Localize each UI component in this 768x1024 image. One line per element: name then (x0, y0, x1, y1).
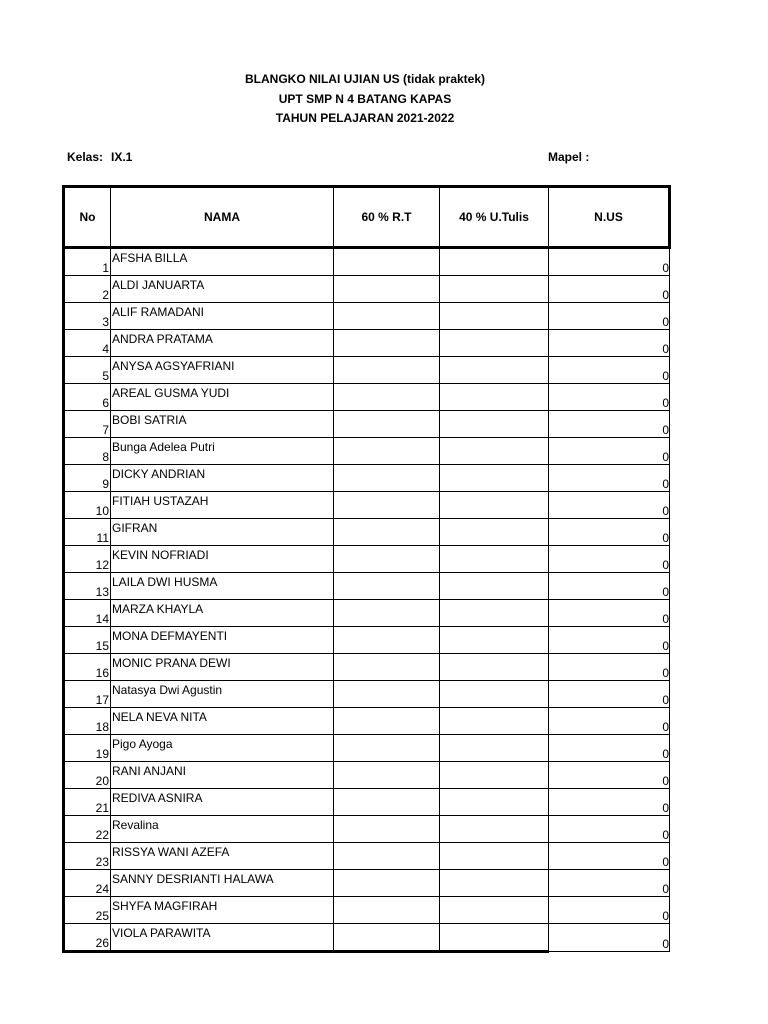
score-utulis-cell (440, 492, 549, 519)
score-utulis-cell (440, 843, 549, 870)
student-name: VIOLA PARAWITA (111, 924, 334, 952)
table-body (64, 248, 670, 952)
score-nus-cell: 0 (549, 870, 670, 897)
student-name: REDIVA ASNIRA (111, 789, 334, 816)
score-rt-cell (334, 843, 440, 870)
score-utulis-cell (440, 330, 549, 357)
student-name: ANYSA AGSYAFRIANI (111, 357, 334, 384)
score-utulis-cell (440, 303, 549, 330)
student-name: ALIF RAMADANI (111, 303, 334, 330)
table-row (64, 816, 670, 843)
score-nus-cell: 0 (549, 411, 670, 438)
table-row (64, 600, 670, 627)
row-number: 20 (64, 762, 111, 789)
score-utulis-cell (440, 816, 549, 843)
score-utulis-cell (440, 519, 549, 546)
header-utulis: 40 % U.Tulis (440, 187, 549, 248)
row-number: 21 (64, 789, 111, 816)
kelas-label: Kelas: (67, 150, 104, 164)
score-utulis-cell (440, 924, 549, 952)
row-number: 7 (64, 411, 111, 438)
grades-table (62, 185, 671, 953)
table-row (64, 762, 670, 789)
row-number: 16 (64, 654, 111, 681)
student-name: ANDRA PRATAMA (111, 330, 334, 357)
score-nus-cell: 0 (549, 330, 670, 357)
student-name: GIFRAN (111, 519, 334, 546)
score-utulis-cell (440, 654, 549, 681)
score-rt-cell (334, 411, 440, 438)
score-nus-cell: 0 (549, 248, 670, 276)
student-name: Pigo Ayoga (111, 735, 334, 762)
student-name: RANI ANJANI (111, 762, 334, 789)
row-number: 25 (64, 897, 111, 924)
student-name: Natasya Dwi Agustin (111, 681, 334, 708)
score-nus-cell: 0 (549, 762, 670, 789)
score-rt-cell (334, 897, 440, 924)
score-utulis-cell (440, 600, 549, 627)
score-utulis-cell (440, 546, 549, 573)
score-nus-cell: 0 (549, 627, 670, 654)
score-nus-cell: 0 (549, 789, 670, 816)
score-rt-cell (334, 303, 440, 330)
table-row (64, 654, 670, 681)
table-row (64, 276, 670, 303)
score-rt-cell (334, 924, 440, 952)
score-rt-cell (334, 708, 440, 735)
score-rt-cell (334, 762, 440, 789)
score-nus-cell: 0 (549, 897, 670, 924)
score-nus-cell: 0 (549, 600, 670, 627)
table-row (64, 708, 670, 735)
student-name: AREAL GUSMA YUDI (111, 384, 334, 411)
score-rt-cell (334, 789, 440, 816)
row-number: 11 (64, 519, 111, 546)
student-name: FITIAH USTAZAH (111, 492, 334, 519)
table-row (64, 303, 670, 330)
row-number: 15 (64, 627, 111, 654)
score-utulis-cell (440, 465, 549, 492)
score-utulis-cell (440, 870, 549, 897)
score-utulis-cell (440, 735, 549, 762)
student-name: Revalina (111, 816, 334, 843)
score-rt-cell (334, 600, 440, 627)
score-rt-cell (334, 546, 440, 573)
row-number: 6 (64, 384, 111, 411)
score-nus-cell: 0 (549, 816, 670, 843)
score-rt-cell (334, 384, 440, 411)
student-name: RISSYA WANI AZEFA (111, 843, 334, 870)
row-number: 10 (64, 492, 111, 519)
table-row (64, 897, 670, 924)
table-row (64, 573, 670, 600)
score-nus-cell: 0 (549, 924, 670, 952)
score-utulis-cell (440, 708, 549, 735)
score-nus-cell: 0 (549, 357, 670, 384)
table-row (64, 357, 670, 384)
row-number: 17 (64, 681, 111, 708)
table-header-row (64, 187, 670, 248)
academic-year: TAHUN PELAJARAN 2021-2022 (275, 111, 455, 125)
score-utulis-cell (440, 681, 549, 708)
row-number: 9 (64, 465, 111, 492)
row-number: 2 (64, 276, 111, 303)
score-nus-cell: 0 (549, 438, 670, 465)
student-name: LAILA DWI HUSMA (111, 573, 334, 600)
student-name: Bunga Adelea Putri (111, 438, 334, 465)
table-row (64, 384, 670, 411)
score-rt-cell (334, 276, 440, 303)
score-rt-cell (334, 816, 440, 843)
table-row (64, 546, 670, 573)
row-number: 26 (64, 924, 111, 952)
row-number: 4 (64, 330, 111, 357)
student-name: SHYFA MAGFIRAH (111, 897, 334, 924)
score-rt-cell (334, 870, 440, 897)
score-nus-cell: 0 (549, 519, 670, 546)
student-name: NELA NEVA NITA (111, 708, 334, 735)
document-title: BLANGKO NILAI UJIAN US (tidak praktek) (244, 72, 486, 86)
kelas-value: IX.1 (111, 150, 133, 164)
row-number: 8 (64, 438, 111, 465)
table-row (64, 411, 670, 438)
score-nus-cell: 0 (549, 465, 670, 492)
score-utulis-cell (440, 438, 549, 465)
score-nus-cell: 0 (549, 276, 670, 303)
score-nus-cell: 0 (549, 546, 670, 573)
row-number: 19 (64, 735, 111, 762)
student-name: MONIC PRANA DEWI (111, 654, 334, 681)
score-utulis-cell (440, 789, 549, 816)
score-utulis-cell (440, 384, 549, 411)
header-nama: NAMA (111, 187, 334, 248)
student-name: MONA DEFMAYENTI (111, 627, 334, 654)
score-nus-cell: 0 (549, 654, 670, 681)
score-nus-cell: 0 (549, 303, 670, 330)
student-name: ALDI JANUARTA (111, 276, 334, 303)
table-row (64, 681, 670, 708)
score-rt-cell (334, 573, 440, 600)
row-number: 3 (64, 303, 111, 330)
score-utulis-cell (440, 573, 549, 600)
score-rt-cell (334, 330, 440, 357)
table-row (64, 330, 670, 357)
table-row (64, 735, 670, 762)
score-utulis-cell (440, 627, 549, 654)
header-nus: N.US (549, 187, 670, 248)
table-row (64, 627, 670, 654)
score-utulis-cell (440, 897, 549, 924)
table-row (64, 519, 670, 546)
score-nus-cell: 0 (549, 681, 670, 708)
score-rt-cell (334, 519, 440, 546)
score-nus-cell: 0 (549, 573, 670, 600)
score-rt-cell (334, 627, 440, 654)
student-name: SANNY DESRIANTI HALAWA (111, 870, 334, 897)
student-name: BOBI SATRIA (111, 411, 334, 438)
table-row (64, 492, 670, 519)
score-rt-cell (334, 654, 440, 681)
table-row (64, 248, 670, 276)
row-number: 18 (64, 708, 111, 735)
score-nus-cell: 0 (549, 843, 670, 870)
score-utulis-cell (440, 762, 549, 789)
score-utulis-cell (440, 411, 549, 438)
table-row (64, 465, 670, 492)
student-name: KEVIN NOFRIADI (111, 546, 334, 573)
score-nus-cell: 0 (549, 384, 670, 411)
score-nus-cell: 0 (549, 708, 670, 735)
student-name: DICKY ANDRIAN (111, 465, 334, 492)
score-rt-cell (334, 681, 440, 708)
table-row (64, 870, 670, 897)
score-utulis-cell (440, 276, 549, 303)
score-rt-cell (334, 248, 440, 276)
score-rt-cell (334, 492, 440, 519)
table-row (64, 924, 670, 952)
row-number: 22 (64, 816, 111, 843)
row-number: 13 (64, 573, 111, 600)
score-rt-cell (334, 465, 440, 492)
score-utulis-cell (440, 248, 549, 276)
score-rt-cell (334, 735, 440, 762)
mapel-label: Mapel : (548, 150, 590, 164)
row-number: 12 (64, 546, 111, 573)
table-row (64, 789, 670, 816)
score-nus-cell: 0 (549, 735, 670, 762)
score-nus-cell: 0 (549, 492, 670, 519)
student-name: AFSHA BILLA (111, 248, 334, 276)
score-rt-cell (334, 357, 440, 384)
header-rt: 60 % R.T (334, 187, 440, 248)
score-rt-cell (334, 438, 440, 465)
row-number: 14 (64, 600, 111, 627)
row-number: 5 (64, 357, 111, 384)
row-number: 1 (64, 248, 111, 276)
row-number: 24 (64, 870, 111, 897)
header-no: No (64, 187, 111, 248)
row-number: 23 (64, 843, 111, 870)
table-row (64, 438, 670, 465)
score-utulis-cell (440, 357, 549, 384)
table-row (64, 843, 670, 870)
school-name: UPT SMP N 4 BATANG KAPAS (278, 92, 452, 106)
student-name: MARZA KHAYLA (111, 600, 334, 627)
